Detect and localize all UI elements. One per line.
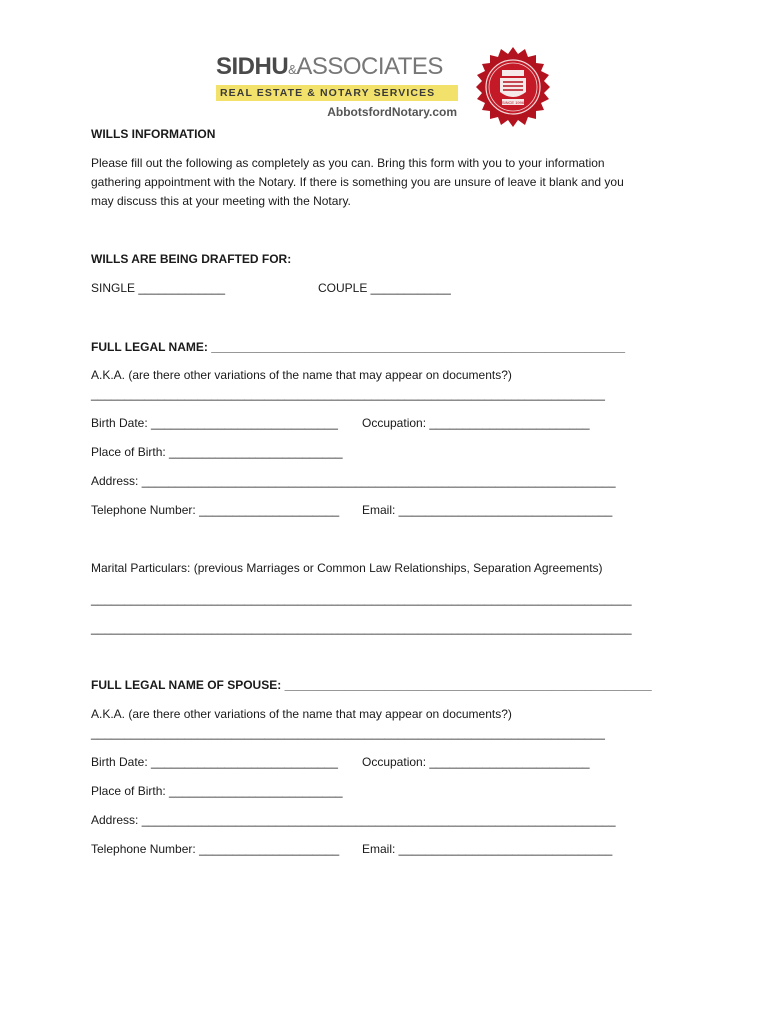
notary-seal-icon <box>472 46 554 128</box>
address-field[interactable]: Address: _______________________________________________________________________ <box>91 474 616 488</box>
birth-date-field[interactable]: Birth Date: ____________________________ <box>91 416 338 430</box>
spouse-birth-date-field[interactable]: Birth Date: ____________________________ <box>91 755 338 769</box>
marital-particulars-field[interactable]: _________________________________________________________________________________ <box>91 592 632 606</box>
spouse-telephone-field[interactable]: Telephone Number: _____________________ <box>91 842 340 856</box>
brand-name-suffix: ASSOCIATES <box>296 53 443 80</box>
intro-text-line: Please fill out the following as completely as you can. Bring this form with you to your information <box>91 156 605 170</box>
spouse-legal-name-field[interactable]: FULL LEGAL NAME OF SPOUSE: _______________________________________________________ <box>91 678 652 692</box>
intro-text-line: may discuss this at your meeting with the Notary. <box>91 194 351 208</box>
telephone-field[interactable]: Telephone Number: _____________________ <box>91 503 340 517</box>
occupation-field[interactable]: Occupation: ________________________ <box>362 416 590 430</box>
drafted-for-heading: WILLS ARE BEING DRAFTED FOR: <box>91 252 292 266</box>
seal-year-text: SINCE 1996 <box>501 100 525 105</box>
email-field[interactable]: Email: ________________________________ <box>362 503 613 517</box>
brand-ampersand: & <box>288 62 297 77</box>
form-title: WILLS INFORMATION <box>91 127 216 141</box>
marital-particulars-field[interactable]: _________________________________________________________________________________ <box>91 621 632 635</box>
brand-website: AbbotsfordNotary.com <box>327 105 457 119</box>
company-logo <box>216 54 461 119</box>
aka-question: A.K.A. (are there other variations of the name that may appear on documents?) <box>91 368 512 382</box>
spouse-occupation-field[interactable]: Occupation: ________________________ <box>362 755 590 769</box>
place-of-birth-field[interactable]: Place of Birth: __________________________ <box>91 445 343 459</box>
brand-name <box>216 54 461 83</box>
spouse-aka-field[interactable]: _____________________________________________________________________________ <box>91 726 605 740</box>
brand-name-primary: SIDHU <box>216 53 289 80</box>
single-field[interactable]: SINGLE _____________ <box>91 281 226 295</box>
aka-field[interactable]: _____________________________________________________________________________ <box>91 387 605 401</box>
brand-tagline: REAL ESTATE & NOTARY SERVICES <box>216 85 458 101</box>
spouse-place-of-birth-field[interactable]: Place of Birth: __________________________ <box>91 784 343 798</box>
marital-particulars-label: Marital Particulars: (previous Marriages or Common Law Relationships, Separation Agreements) <box>91 561 603 575</box>
intro-text-line: gathering appointment with the Notary. If there is something you are unsure of leave it blank and you <box>91 175 624 189</box>
spouse-aka-question: A.K.A. (are there other variations of the name that may appear on documents?) <box>91 707 512 721</box>
full-legal-name-field[interactable]: FULL LEGAL NAME: ______________________________________________________________ <box>91 340 625 354</box>
couple-field[interactable]: COUPLE ____________ <box>318 281 451 295</box>
spouse-email-field[interactable]: Email: ________________________________ <box>362 842 613 856</box>
spouse-address-field[interactable]: Address: _______________________________________________________________________ <box>91 813 616 827</box>
